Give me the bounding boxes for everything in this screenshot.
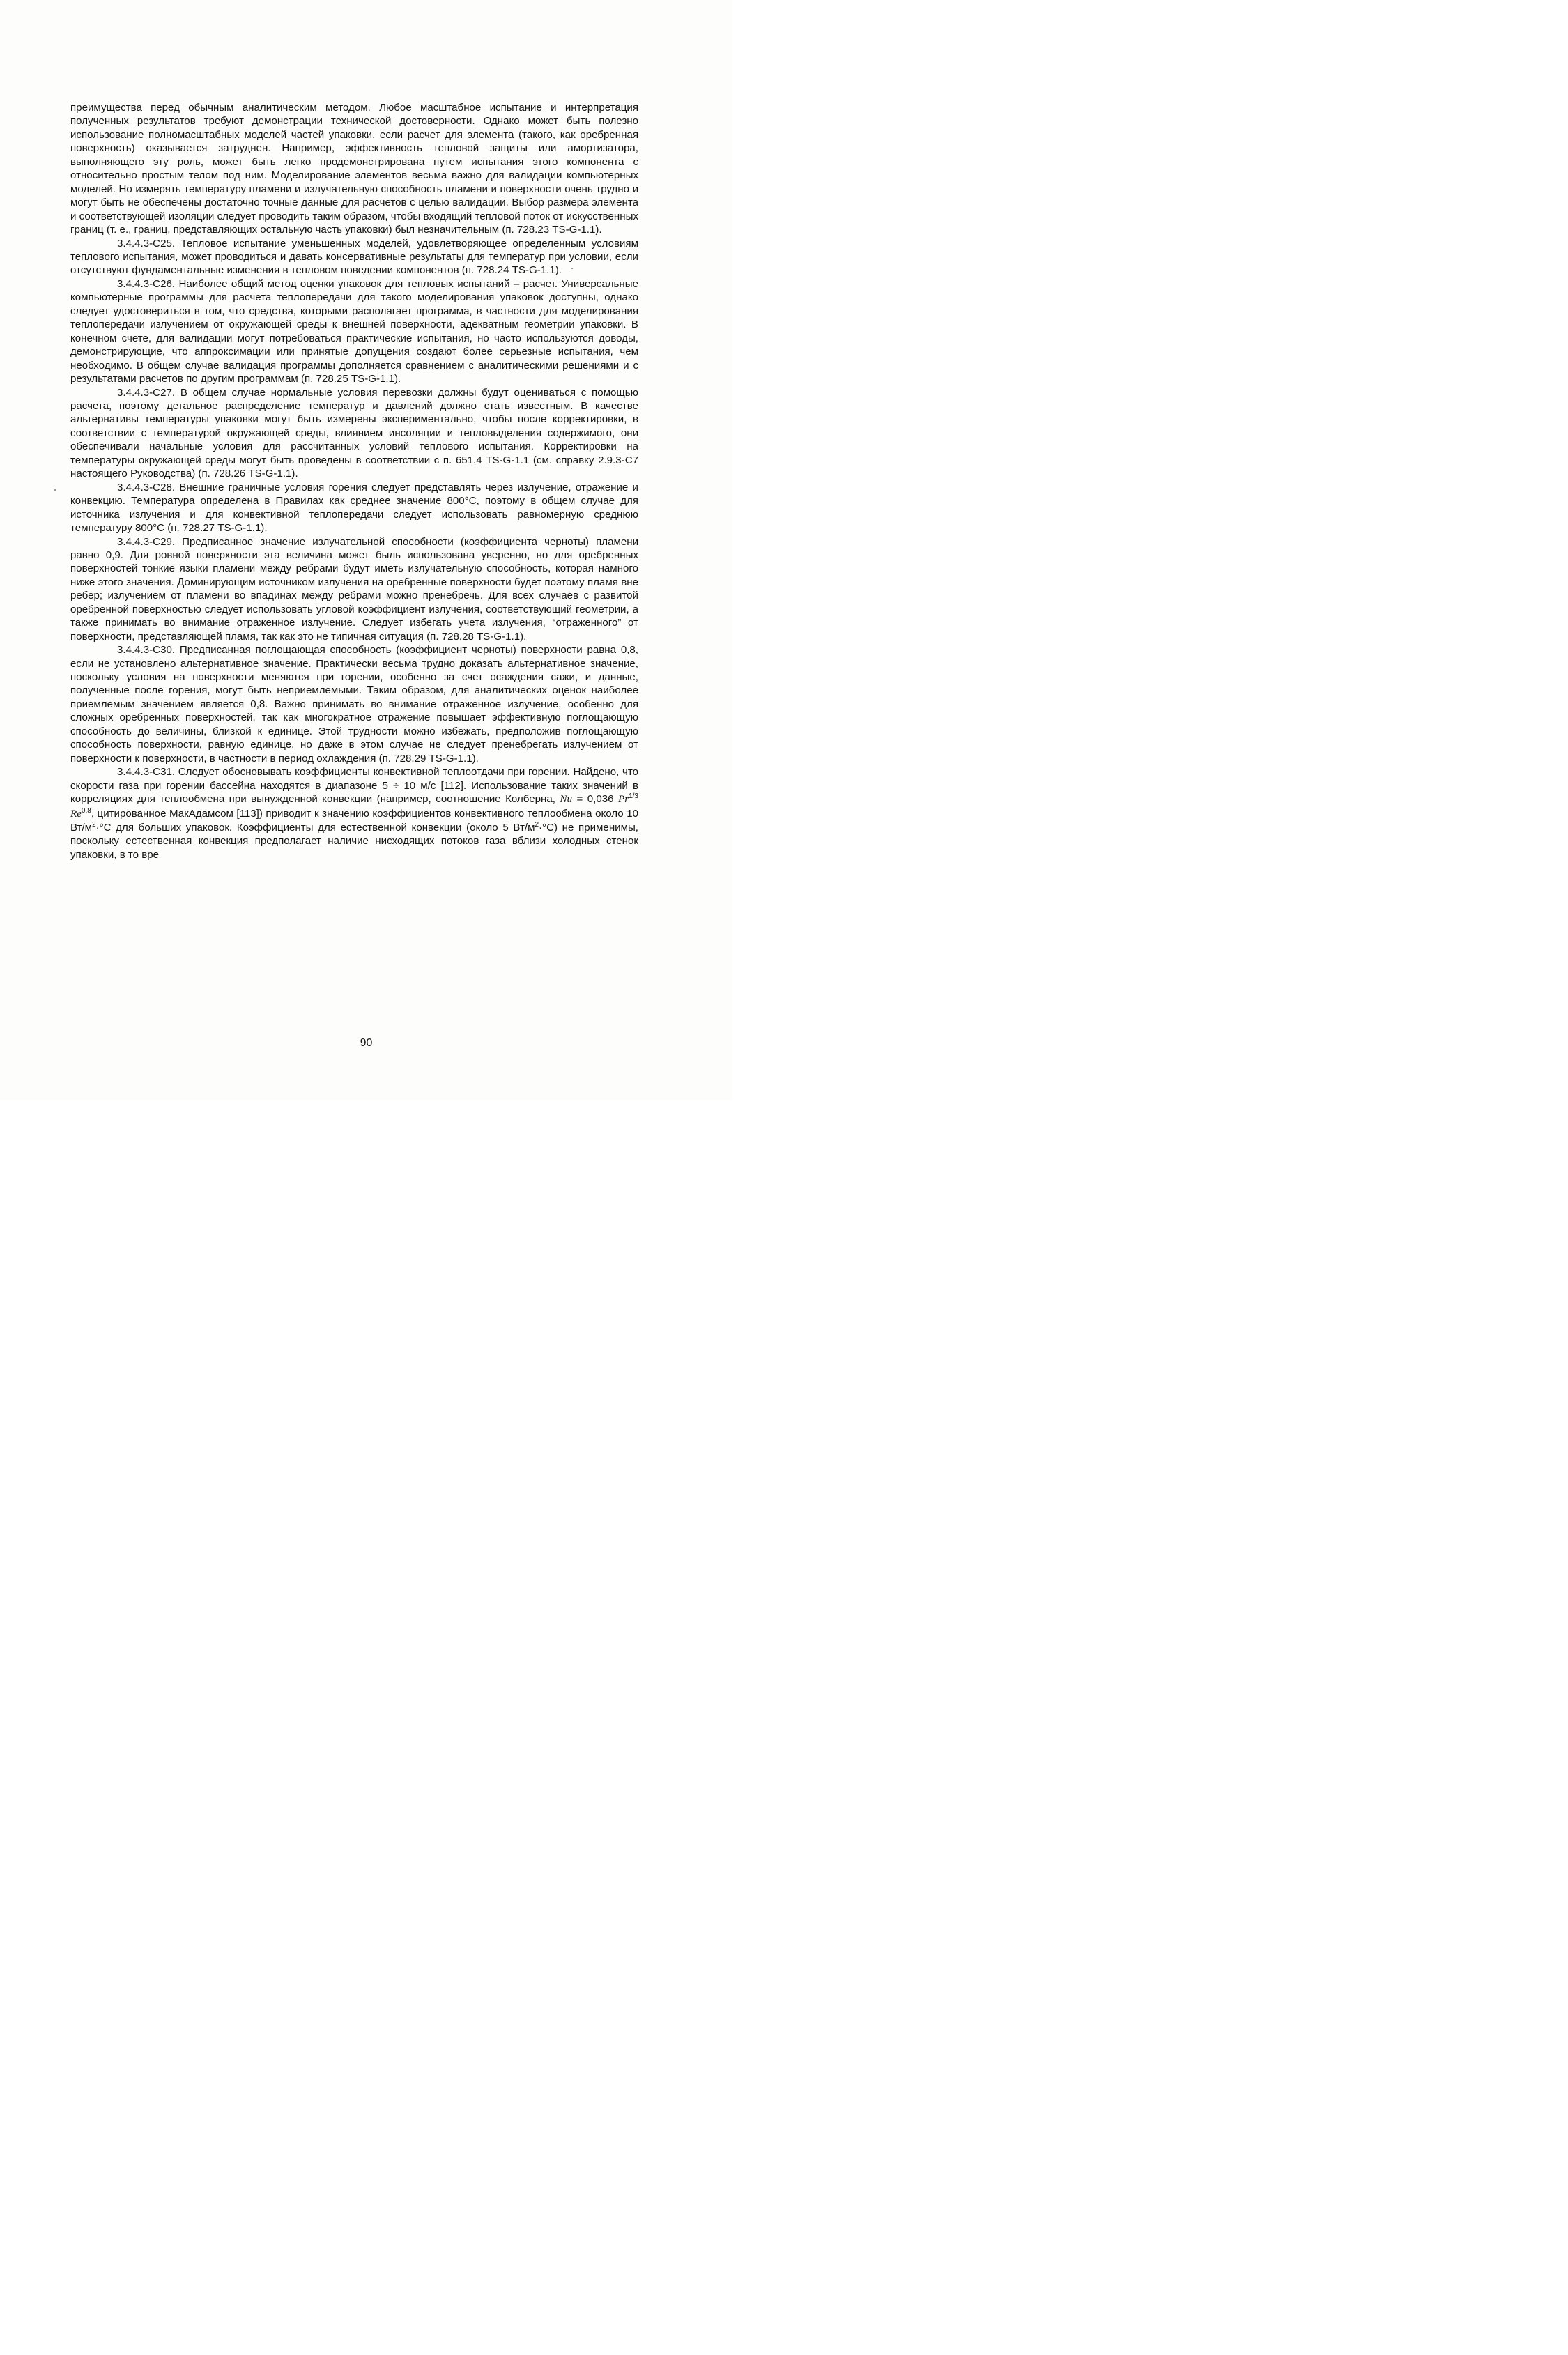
text-run: ·°С для больших упаковок. Коэффициенты для естественной конвекции (около 5 Вт/м: [95, 822, 535, 834]
document-page: [0, 0, 732, 1100]
text-run: = 0,036: [572, 793, 618, 806]
page-number: 90: [360, 1037, 373, 1049]
body-text: [70, 101, 638, 861]
reynolds-exponent: 0,8: [81, 806, 91, 815]
paragraph-continuation: преимущества перед обычным аналитическим методом. Любое масштабное испытание и интерпретация полученных результатов требуют демонстрации технической достоверности. Однако может быть полезно использование полномасштабных моделей частей упаковки, если расчет для элемента (такого, как оребренная поверхность) оказывается затруднен. Например, эффективность тепловой защиты или амортизатора, выполняющего эту роль, может быть легко продемонстрирована путем испытания этого компонента с относительно простым телом под ним. Моделирование элементов весьма важно для валидации компьютерных моделей. Но измерять температуру пламени и излучательную способность пламени и поверхности очень трудно и могут быть не обеспечены достаточно точные данные для расчетов с целью валидации. Выбор размера элемента и соответствующей изоляции следует проводить таким образом, чтобы входящий тепловой поток от искусственных границ (т. е., границ, представляющих остальную часть упаковки) был незначительным (п. 728.23 TS-G-1.1).: [70, 102, 638, 236]
paragraph-c30: 3.4.4.3-С30. Предписанная поглощающая способность (коэффициент черноты) поверхности равна 0,8, если не установлено альтернативное значение. Практически весьма трудно доказать альтернативное значение, поскольку условия на поверхности меняются при горении, особенно за счет осаждения сажи, и данные, полученные после горения, могут быть неприемлемыми. Таким образом, для аналитических оценок наиболее приемлемым значением является 0,8. Важно принимать во внимание отраженное излучение, особенно для сложных оребренных поверхностей, так как многократное отражение повышает эффективную поглощающую способность до величины, близкой к единице. Этой трудности можно избежать, предположив поглощающую способность поверхности, равную единице, но даже в этом случае не следует пренебрегать излучением от поверхности к поверхности, в частности в период охлаждения (п. 728.29 TS-G-1.1).: [70, 644, 638, 765]
paragraph-c31: [70, 765, 638, 861]
reynolds-symbol: Re: [70, 808, 82, 820]
prandtl-exponent: 1/3: [629, 792, 638, 801]
paragraph-c29: 3.4.4.3-С29. Предписанное значение излучательной способности (коэффициента черноты) пламени равно 0,9. Для ровной поверхности эта величина может быль использована уверенно, но для оребренных поверхностей тонкие языки пламени между ребрами будут иметь излучательную способность, которая намного ниже этого значения. Доминирующим источником излучения на оребренные поверхности будет поэтому пламя вне ребер; излучением от пламени во впадинах между ребрами можно пренебречь. Для всех случаев с развитой оребренной поверхностью следует использовать угловой коэффициент излучения, соответствующий геометрии, а также принимать во внимание отраженное излучение. Следует избегать учета излучения, “отраженного” от поверхности, представляющей пламя, так как это не типичная ситуация (п. 728.28 TS-G-1.1).: [70, 535, 638, 643]
text-run: , цитированное МакАдамсом [113]) приводит к значению коэффициентов конвективного теплообмена около 10 Вт/м: [70, 807, 638, 834]
paragraph-c27: 3.4.4.3-С27. В общем случае нормальные условия перевозки должны будут оцениваться с помощью расчета, поэтому детальное распределение температур и давлений должно стать известным. В качестве альтернативы температуры упаковки могут быть измерены экспериментально, чтобы после корректировки, в соответствии с температурой окружающей среды, влиянием инсоляции и тепловыделения содержимого, они обеспечивали начальные условия для рассчитанных условий теплового испытания. Корректировки на температуры окружающей среды могут быть проведены в соответствии с п. 651.4 TS-G-1.1 (см. справку 2.9.3-С7 настоящего Руководства) (п. 728.26 TS-G-1.1).: [70, 386, 638, 480]
text-run: ·°С) не применимы, поскольку естественная конвекция предполагает наличие нисходящих потоков газа вблизи холодных стенок упаковки, в то вре: [70, 822, 639, 861]
squared-unit-exponent: 2: [92, 821, 96, 829]
text-run: 3.4.4.3-С31. Следует обосновывать коэффициенты конвективной теплоотдачи при горении. Найдено, что скорости газа при горении бассейна находятся в диапазоне 5 ÷ 10 м/с [112]. Использование таких значений в корреляциях для теплообмена при вынужденной конвекции (например, соотношение Колберна,: [70, 766, 638, 806]
paragraph-c26: 3.4.4.3-С26. Наиболее общий метод оценки упаковок для тепловых испытаний – расчет. Универсальные компьютерные программы для расчета теплопередачи для такого моделирования упаковок доступны, однако следует удостовериться в том, что средства, которыми располагает программа, в частности для моделирования теплопередачи излучением от окружающей среды к внешней поверхности, адекватным геометрии упаковки. В конечном счете, для валидации могут потребоваться практические испытания, но часто используются доводы, демонстрирующие, что аппроксимации или принятые допущения создают более серьезные испытания, чем необходимо. В общем случае валидация программы дополняется сравнением с аналитическими решениями и с результатами расчетов по другим программам (п. 728.25 TS-G-1.1).: [70, 277, 638, 385]
paragraph-c28: 3.4.4.3-С28. Внешние граничные условия горения следует представлять через излучение, отражение и конвекцию. Температура определена в Правилах как среднее значение 800°С, поэтому в общем случае для источника излучения и для конвективной теплопередачи следует использовать равномерную среднюю температуру 800°С (п. 728.27 TS-G-1.1).: [70, 481, 638, 535]
nusselt-symbol: Nu: [560, 794, 573, 806]
squared-unit-exponent: 2: [535, 821, 539, 829]
scan-speck: [54, 489, 56, 491]
paragraph-c25: 3.4.4.3-С25. Тепловое испытание уменьшенных моделей, удовлетворяющее определенным условиям теплового испытания, может проводиться и давать консервативные результаты для температур при условии, если отсутствуют фундаментальные изменения в тепловом поведении компонентов (п. 728.24 TS-G-1.1).: [70, 237, 638, 277]
prandtl-symbol: Pr: [618, 794, 629, 806]
scan-speck: [571, 268, 573, 269]
